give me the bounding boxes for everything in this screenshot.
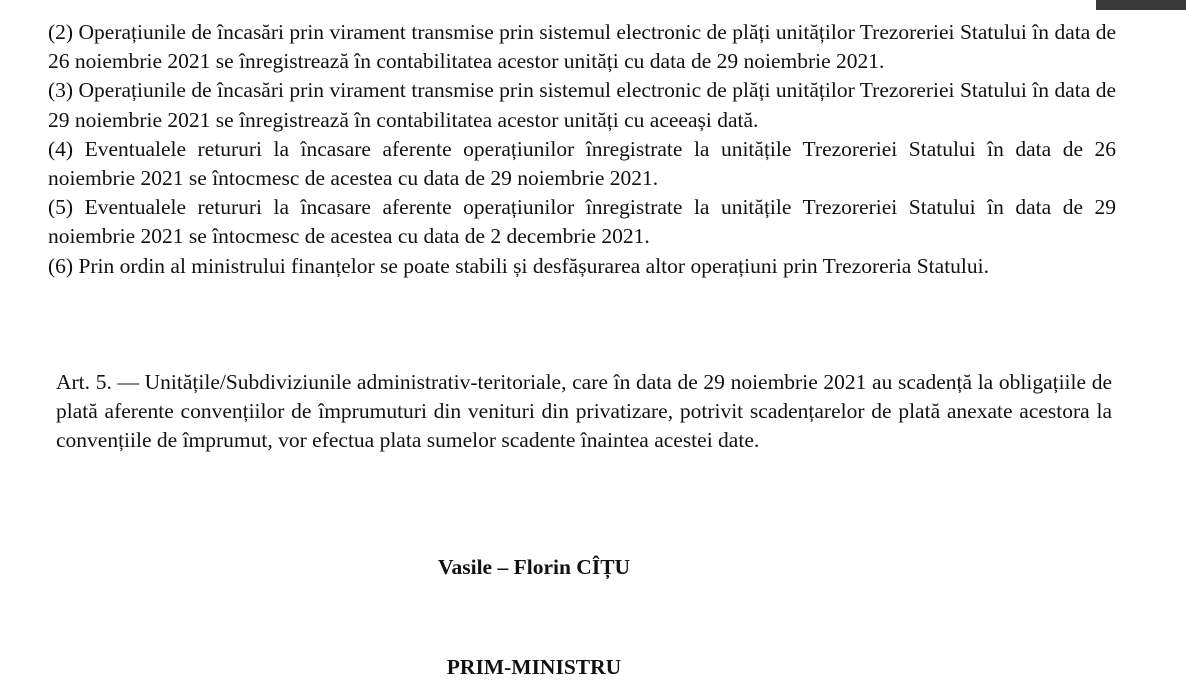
paragraph-4: (4) Eventualele retururi la încasare aferente operațiunilor înregistrate la unitățile Trezoreriei Statului în data de 26 noiembrie 2021 se întocmesc de acestea cu data de 29 noiembrie 2021. <box>48 136 1116 191</box>
paragraph-5: (5) Eventualele retururi la încasare aferente operațiunilor înregistrate la unitățile Trezoreriei Statului în data de 29 noiembrie 2021 se întocmesc de acestea cu data de 2 decembrie 2021. <box>48 195 1116 249</box>
article-5: Art. 5. — Unitățile/Subdiviziunile administrativ-teritoriale, care în data de 29 noiembrie 2021 au scadență la obligațiile de plată aferente convențiilor de împrumuturi din venituri din privatizare, potrivit scadențarelor de plată anexate acestora la convențiile de împrumut, vor efectua plata sumelor scadente înaintea acestei date. <box>56 370 1112 453</box>
paragraph-6: (6) Prin ordin al ministrului finanțelor se poate stabili și desfășurarea altor operațiuni prin Trezoreria Statului. <box>48 253 989 278</box>
paragraph-2: (2) Operațiunile de încasări prin virament transmise prin sistemul electronic de plăți unităților Trezoreriei Statului în data de 26 noiembrie 2021 se înregistrează în contabilitatea acestor unități cu data de 29 noiembrie 2021. <box>48 20 1116 74</box>
window-top-edge <box>0 0 1186 12</box>
signatory-title: PRIM-MINISTRU <box>446 655 622 679</box>
paragraph-3: (3) Operațiunile de încasări prin virament transmise prin sistemul electronic de plăți unităților Trezoreriei Statului în data de 29 noiembrie 2021 se înregistrează în contabilitatea acestor unități cu aceeași dată. <box>48 78 1116 132</box>
paragraph-block <box>48 18 1116 281</box>
window-control-strip <box>1096 0 1186 10</box>
signatory-name: Vasile – Florin CÎȚU <box>437 555 631 579</box>
